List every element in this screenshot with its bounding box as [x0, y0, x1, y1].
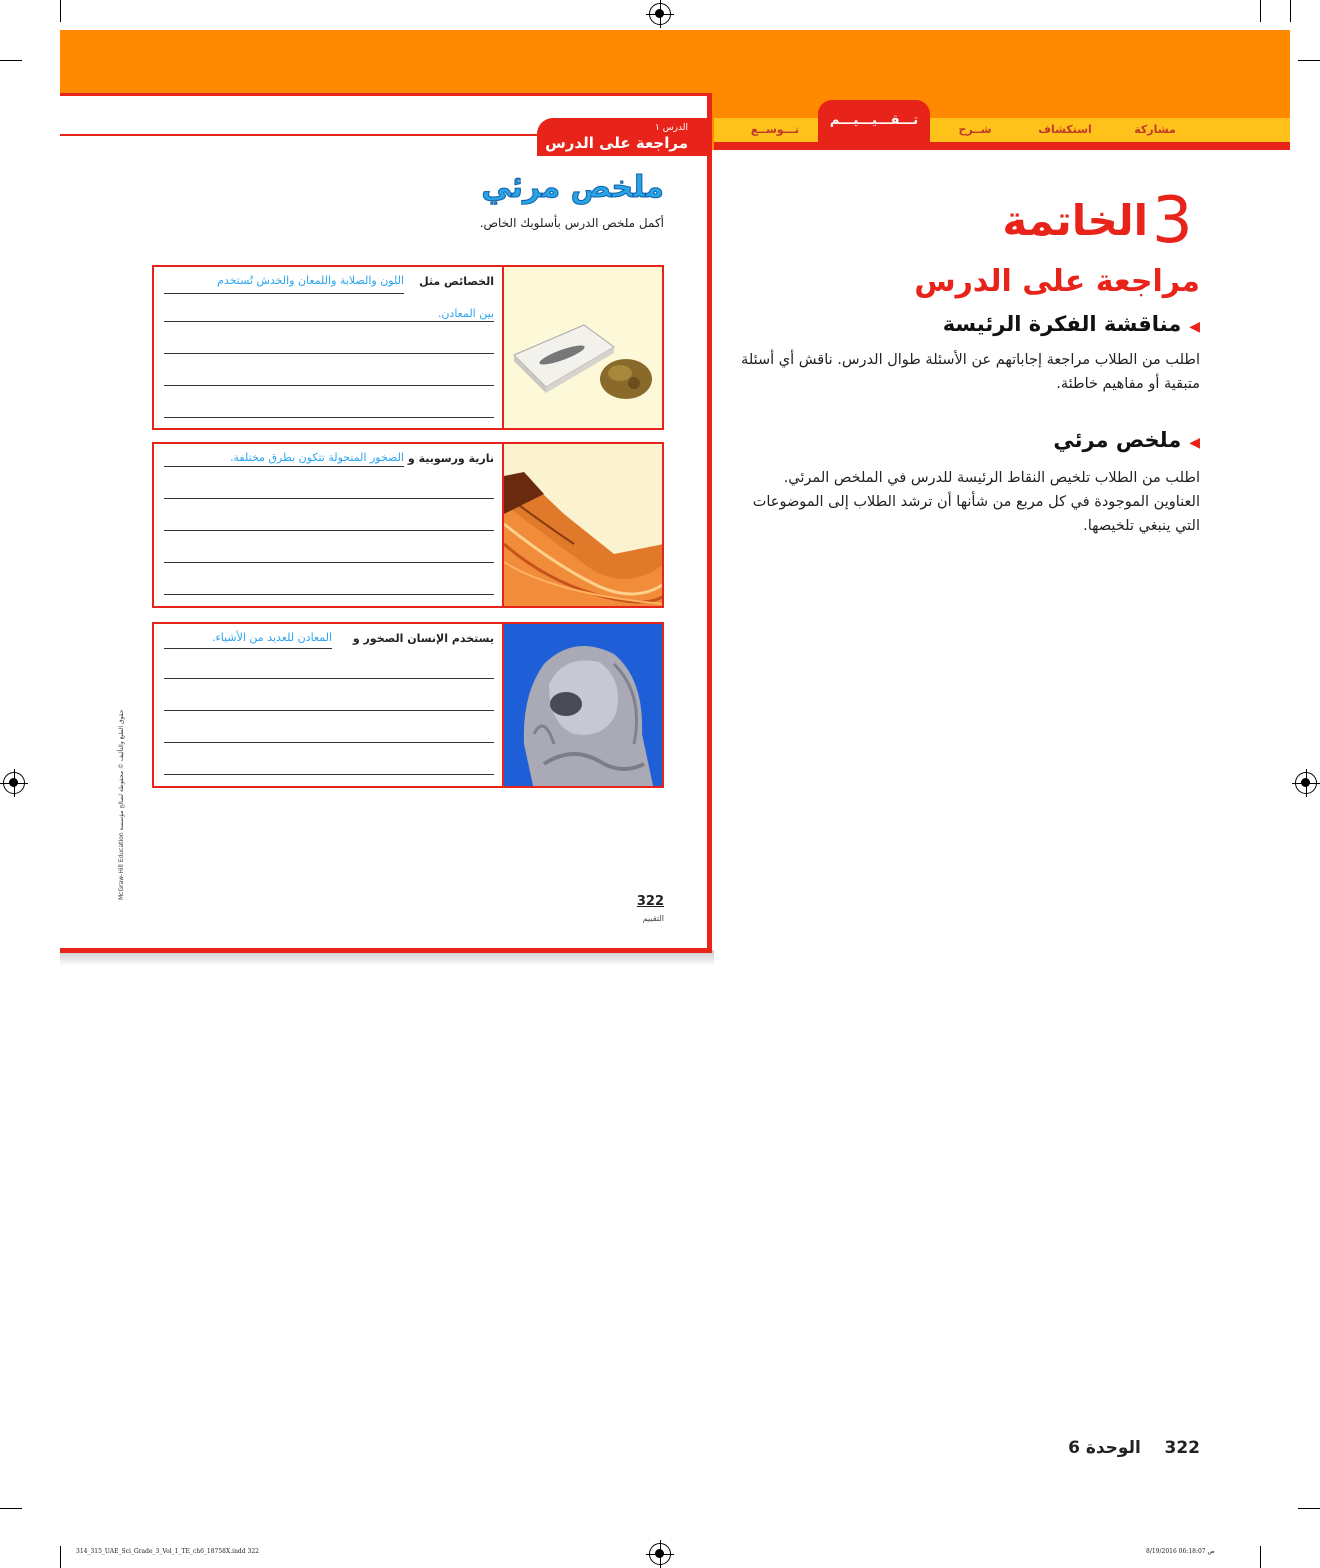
- registration-mark-icon: [3, 772, 25, 794]
- chapter-number: 3: [1152, 184, 1193, 258]
- crop-mark: [1298, 1508, 1320, 1509]
- crop-mark: [60, 1546, 61, 1568]
- chapter-word: الخاتمة: [1002, 196, 1148, 245]
- card-answer: اللون والصلابة واللمعان والخدش تُستخدم: [217, 274, 404, 287]
- copyright-credit: McGraw-Hill Education حقوق الطبع والتأليف © محفوظة لصالح مؤسسة: [118, 709, 125, 900]
- tab-explore[interactable]: استكشاف: [1038, 123, 1092, 136]
- card-label: يستخدم الإنسان الصخور و: [352, 632, 494, 645]
- rock-layers-image: [502, 444, 662, 606]
- lesson-number: الدرس ١: [654, 123, 688, 133]
- write-line: [164, 562, 494, 563]
- write-line: [164, 385, 494, 386]
- instruction-text: أكمل ملخص الدرس بأسلوبك الخاص.: [479, 216, 664, 230]
- write-line: [164, 417, 494, 418]
- write-line: [164, 321, 494, 322]
- summary-card: [152, 442, 664, 608]
- write-line: [164, 774, 494, 775]
- crop-mark: [0, 60, 22, 61]
- lesson-rule: [60, 134, 540, 136]
- summary-card: [152, 622, 664, 788]
- crop-mark: [1298, 60, 1320, 61]
- card-answer: الصخور المتحولة تتكون بطرق مختلفة.: [230, 451, 404, 464]
- tab-extend[interactable]: تـــوســع: [750, 123, 800, 136]
- page-title: مراجعة على الدرس: [914, 264, 1200, 299]
- slug-line: 314_315_UAE_Sci_Grade_3_Vol_1_TE_ch6_18758X.indd 322: [76, 1548, 259, 1555]
- student-page-caption: التقييم: [642, 914, 664, 923]
- crop-mark: [1290, 0, 1291, 22]
- card-label: الخصائص مثل: [419, 275, 494, 288]
- card-label: نارية ورسوبية و: [407, 452, 494, 465]
- section-heading: ◀مناقشة الفكرة الرئيسة: [942, 312, 1200, 336]
- lesson-title: مراجعة على الدرس: [545, 134, 688, 152]
- arrow-left-icon: ◀: [1189, 319, 1200, 335]
- student-page-number: 322: [636, 894, 664, 909]
- card-answer: المعادن للعديد من الأشياء.: [212, 631, 332, 644]
- crop-mark: [1260, 1546, 1261, 1568]
- section-body: اطلب من الطلاب مراجعة إجاباتهم عن الأسئلة طوال الدرس. ناقش أي أسئلة متبقية أو مفاهيم خاطئة.: [741, 352, 1200, 392]
- write-line: [164, 648, 332, 649]
- section-body: اطلب من الطلاب تلخيص النقاط الرئيسة للدرس في الملخص المرئي. العناوين الموجودة في كل مربع من شأنها أن ترشد الطلاب إلى الموضوعات التي ينبغي تلخيصها.: [752, 470, 1200, 534]
- write-line: [164, 293, 404, 294]
- write-line: [164, 466, 404, 467]
- summary-card: [152, 265, 664, 430]
- write-line: [164, 498, 494, 499]
- registration-mark-icon: [1295, 772, 1317, 794]
- write-line: [164, 530, 494, 531]
- lesson-tab: [537, 118, 712, 156]
- crop-mark: [1260, 0, 1261, 22]
- tab-underline: [714, 142, 1290, 150]
- slug-date: 8/19/2016 06:18:07 ص: [1146, 1548, 1215, 1555]
- tab-evaluate[interactable]: تـــقـــيـــيـــم: [818, 100, 930, 142]
- lion-statue-image: [502, 624, 662, 786]
- arrow-left-icon: ◀: [1189, 435, 1200, 451]
- write-line: [164, 742, 494, 743]
- tab-explain[interactable]: شــرح: [958, 123, 992, 136]
- registration-mark-icon: [649, 3, 671, 25]
- tab-share[interactable]: مشاركة: [1134, 123, 1176, 136]
- write-line: [164, 594, 494, 595]
- minerals-image: [502, 267, 662, 428]
- write-line: [164, 710, 494, 711]
- registration-mark-icon: [649, 1543, 671, 1565]
- write-line: [164, 678, 494, 679]
- write-line: [164, 353, 494, 354]
- visual-summary-title: ملخص مرئي: [481, 170, 664, 205]
- crop-mark: [0, 1508, 22, 1509]
- crop-mark: [60, 0, 61, 22]
- section-heading: ◀ملخص مرئي: [1053, 428, 1200, 452]
- page-footer: 322 الوحدة 6: [1068, 1438, 1200, 1458]
- card-answer: بين المعادن.: [437, 307, 494, 320]
